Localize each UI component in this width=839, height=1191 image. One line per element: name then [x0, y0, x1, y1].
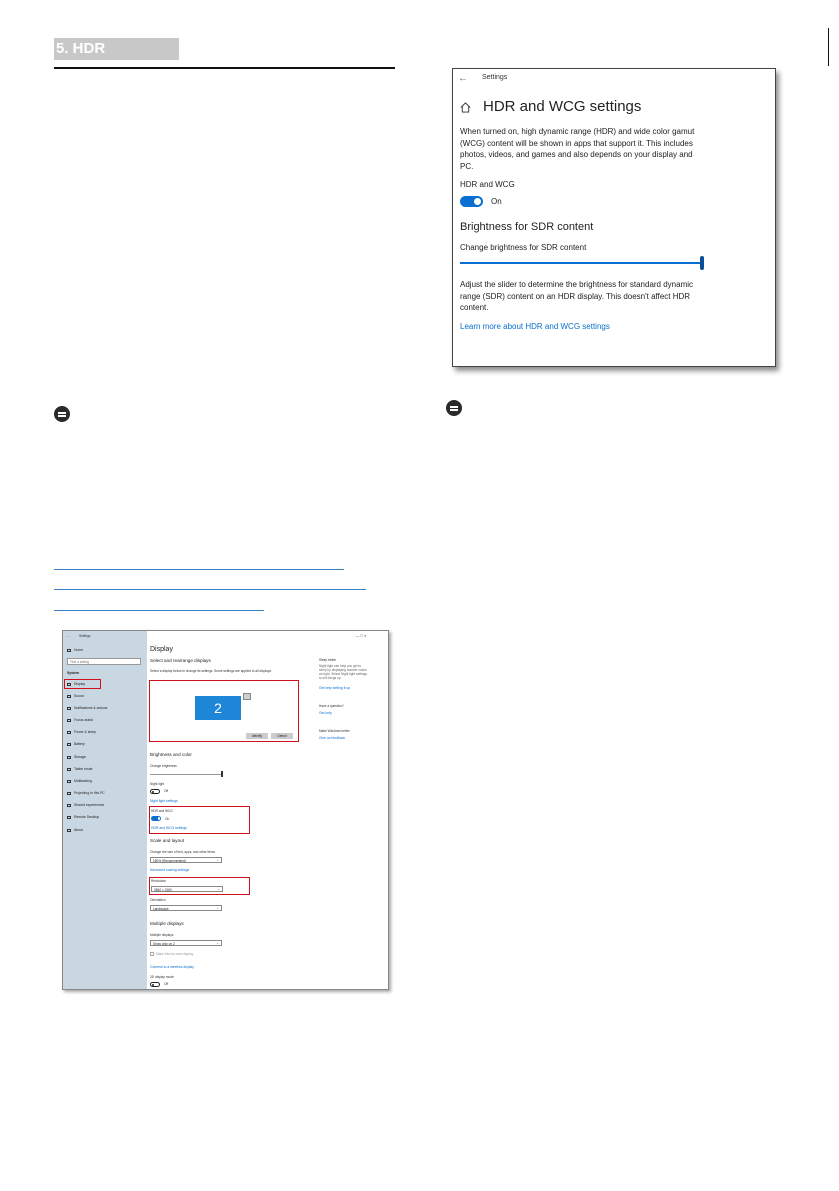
sidebar-item-about[interactable]: About	[67, 828, 83, 832]
page-heading: HDR and WCG settings	[483, 98, 642, 115]
description-line: photos, videos, and games and also depends on your display and	[460, 150, 693, 159]
remote-icon	[67, 816, 71, 819]
sleep-heading: Sleep better	[319, 658, 337, 662]
info-icon	[67, 829, 71, 832]
scale-select[interactable]: 150% (Recommended) ⌄	[150, 857, 222, 863]
storage-icon	[67, 756, 71, 759]
sidebar-item-battery[interactable]: Battery	[67, 742, 85, 746]
main-display-label: Make this my main display	[156, 952, 194, 956]
section-title: 5. HDR	[54, 38, 179, 60]
3d-mode-toggle[interactable]	[150, 982, 160, 987]
hdr-toggle-label: HDR and WCG	[460, 180, 515, 189]
battery-icon	[67, 743, 71, 746]
resolution-select[interactable]: 3840 × 2160 ⌄	[151, 886, 223, 892]
sidebar-item-power[interactable]: Power & sleep	[67, 730, 96, 734]
brightness-slider[interactable]	[150, 774, 222, 775]
night-light-toggle[interactable]	[150, 789, 160, 794]
orientation-select[interactable]: Landscape ⌄	[150, 905, 222, 911]
detect-button[interactable]: Detect	[271, 733, 293, 739]
hdr-settings-link[interactable]: HDR and WCG settings	[151, 826, 187, 830]
monitor-icon	[67, 683, 71, 686]
sidebar-item-home[interactable]: Home	[67, 648, 83, 652]
description-line: When turned on, high dynamic range (HDR) and wide color gamut	[460, 127, 695, 136]
link-underline[interactable]	[54, 610, 264, 611]
chevron-down-icon: ⌄	[216, 941, 219, 945]
hdr-toggle[interactable]	[151, 816, 161, 821]
margin-rule	[828, 28, 829, 66]
sidebar-item-remote-desktop[interactable]: Remote Desktop	[67, 815, 99, 819]
sleep-line: at night. Select Night light settings	[319, 672, 368, 676]
slider-label: Change brightness for SDR content	[460, 243, 587, 252]
project-icon	[67, 792, 71, 795]
note-icon	[54, 406, 70, 422]
hdr-label: HDR and WCG	[151, 809, 173, 813]
link-underline[interactable]	[54, 569, 344, 570]
3d-mode-state: Off	[164, 982, 169, 986]
tablet-icon	[67, 768, 71, 771]
sleep-line: to set things up.	[319, 676, 342, 680]
brightness-heading: Brightness and color	[150, 752, 192, 757]
brightness-thumb[interactable]	[221, 771, 223, 777]
scale-label: Change the size of text, apps, and other items	[150, 850, 216, 854]
multiple-select[interactable]: Show only on 2 ⌄	[150, 940, 222, 946]
wireless-display-link[interactable]: Connect to a wireless display	[150, 965, 194, 969]
resolution-label: Resolution	[151, 879, 167, 883]
3d-mode-label: 3D display mode	[150, 975, 174, 979]
multitask-icon	[67, 780, 71, 783]
monitor-2[interactable]: 2	[195, 696, 241, 720]
sleep-help-link[interactable]: Get help setting it up	[319, 686, 351, 690]
hdr-state: On	[165, 817, 170, 821]
sidebar-item-notifications[interactable]: Notifications & actions	[67, 706, 107, 710]
night-light-link[interactable]: Night light settings	[150, 799, 178, 803]
sidebar-item-shared[interactable]: Shared experiences	[67, 803, 104, 807]
header-rule	[54, 67, 395, 69]
window-title: Settings	[79, 634, 91, 638]
moon-icon	[67, 719, 71, 722]
question-heading: Have a question?	[319, 704, 344, 708]
multiple-label: Multiple displays	[150, 933, 174, 937]
hdr-toggle[interactable]	[460, 196, 483, 207]
hdr-toggle-state: On	[491, 197, 502, 206]
sidebar-item-projecting[interactable]: Projecting to this PC	[67, 791, 105, 795]
search-input[interactable]: Find a setting	[67, 658, 141, 665]
adjust-line: range (SDR) content on an HDR display. This doesn't affect HDR	[460, 291, 691, 301]
night-light-state: Off	[164, 789, 169, 793]
orientation-label: Orientation	[150, 898, 166, 902]
adjust-line: Adjust the slider to determine the brightness for standard dynamic	[460, 280, 694, 289]
sdr-brightness-slider[interactable]	[460, 262, 703, 264]
note-icon	[446, 400, 462, 416]
scale-heading: Scale and layout	[150, 838, 184, 843]
feedback-link[interactable]: Give us feedback	[319, 736, 346, 740]
sidebar-item-focus-assist[interactable]: Focus assist	[67, 718, 93, 722]
home-icon	[460, 102, 471, 113]
chevron-down-icon: ⌄	[217, 887, 220, 891]
rearrange-heading: Select and rearrange displays	[150, 658, 211, 663]
window-title: Settings	[482, 74, 508, 81]
notification-icon	[67, 707, 71, 710]
sleep-line: sleep by displaying warmer colors	[319, 668, 367, 672]
better-heading: Make Windows better	[319, 729, 350, 733]
page-title: Display	[150, 646, 173, 653]
display-settings-window	[62, 630, 389, 990]
link-underline[interactable]	[54, 589, 366, 590]
description	[460, 126, 706, 172]
power-icon	[67, 731, 71, 734]
home-icon	[67, 649, 71, 652]
sidebar-item-multitasking[interactable]: Multitasking	[67, 779, 92, 783]
monitor-1[interactable]	[243, 693, 251, 700]
adjust-description	[460, 279, 706, 314]
night-light-label: Night light	[150, 782, 165, 786]
chevron-down-icon: ⌄	[216, 858, 219, 862]
get-help-link[interactable]: Get help	[319, 711, 332, 715]
back-arrow-icon[interactable]: ←	[458, 73, 468, 84]
slider-thumb[interactable]	[700, 256, 704, 270]
hdr-settings-window	[452, 68, 776, 367]
sidebar-system-label: System	[67, 671, 80, 675]
speaker-icon	[67, 695, 71, 698]
description-line: PC.	[460, 161, 474, 171]
sidebar-item-tablet-mode[interactable]: Tablet mode	[67, 767, 92, 771]
adjust-line: content.	[460, 303, 489, 312]
sleep-line: Night light can help you get to	[319, 664, 361, 668]
advanced-scaling-link[interactable]: Advanced scaling settings	[150, 868, 190, 872]
section-heading: Brightness for SDR content	[460, 221, 594, 233]
learn-more-link[interactable]: Learn more about HDR and WCG settings	[460, 322, 610, 331]
multiple-heading: Multiple displays	[150, 921, 184, 926]
main-display-checkbox[interactable]	[150, 952, 154, 956]
rearrange-desc: Select a display below to change its settings. Some settings are applied to all displays.	[150, 669, 272, 673]
brightness-label: Change brightness	[150, 764, 177, 768]
sidebar-item-storage[interactable]: Storage	[67, 755, 86, 759]
sidebar-item-display[interactable]: Display	[67, 682, 85, 686]
shared-icon	[67, 804, 71, 807]
window-controls[interactable]: — ☐ ✕	[356, 634, 367, 638]
description-line: (WCG) content will be shown in apps that support it. This includes	[460, 138, 693, 148]
identify-button[interactable]: Identify	[246, 733, 268, 739]
chevron-down-icon: ⌄	[216, 906, 219, 910]
sidebar-item-sound[interactable]: Sound	[67, 694, 84, 698]
back-arrow-icon[interactable]: ←	[67, 634, 71, 638]
